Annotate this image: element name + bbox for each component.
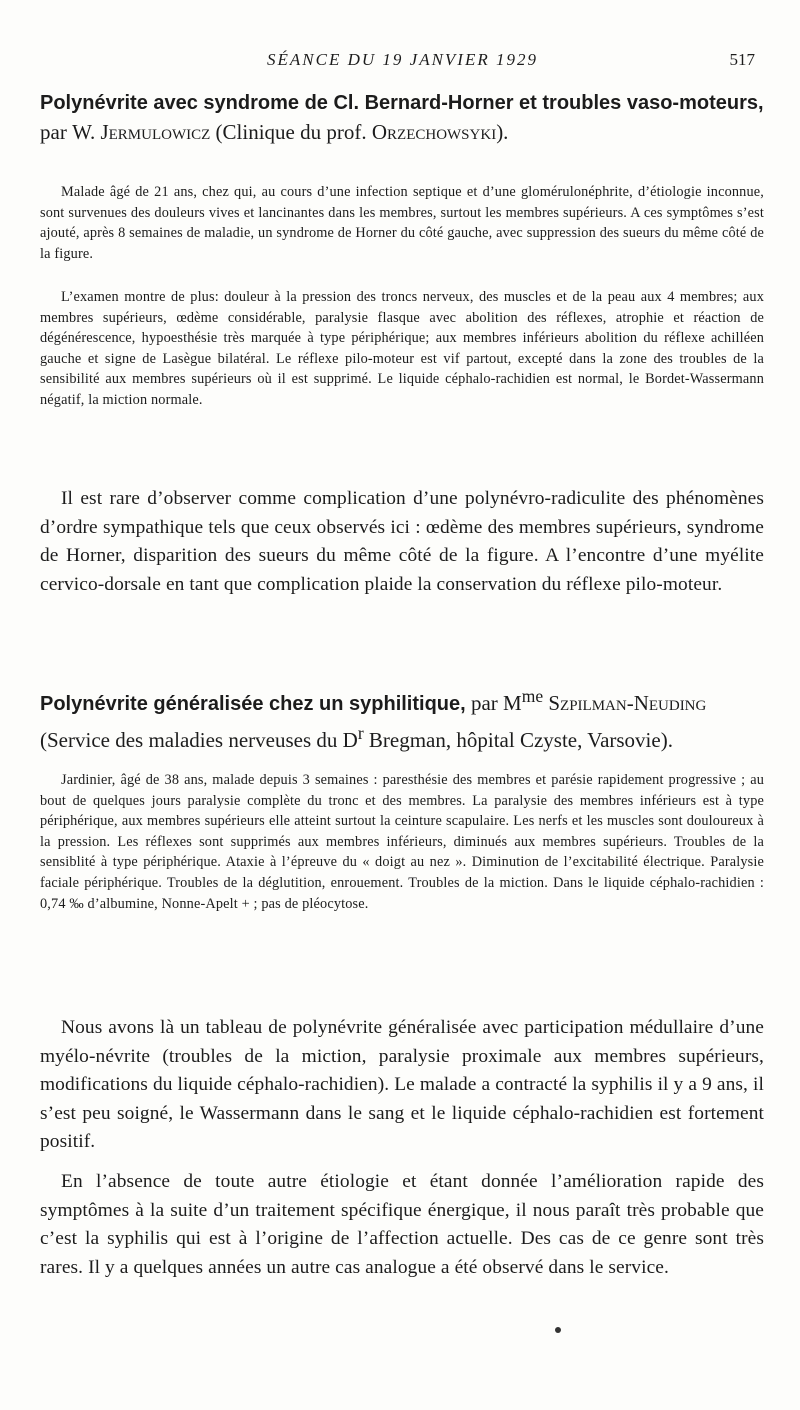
- article-2-mme: M: [503, 691, 522, 715]
- article-2-discussion-paragraph: Nous avons là un tableau de polynévrite généralisée avec participation médullaire d’une myélo-névrite (troubles de la miction, paralysie proximale aux membres supérieurs, modifications du liquide céphalo-rachidien). Le malade a contracté la syphilis il y a 9 ans, il s’est peu soigné, le Wassermann dans le sang et le liquide céphalo-rachidien est fortement positif.: [40, 1017, 764, 1152]
- article-1-exam-paragraph: L’examen montre de plus: douleur à la pression des troncs nerveux, des muscles et de la peau aux 4 membres; aux membres supérieurs, œdème considérable, paralysie flasque avec abolition des réflexes, atrophie et réaction de dégénérescence, hypoesthésie très marquée à type périphérique; aux membres inférieurs abolition du réflexe achilléen gauche et signe de Lasègue bilatéral. Le réflexe pilo-moteur est vif partout, excepté dans la zone des troubles de la sensibilité aux membres supérieurs où il est supprimé. Le liquide céphalo-rachidien est normal, le Bordet-Wassermann négatif, la miction normale.: [40, 289, 764, 408]
- article-1-title-text: Polynévrite avec syndrome de Cl. Bernard-Horner et troubles vaso-moteurs,: [40, 92, 764, 114]
- article-2-title: [40, 682, 764, 755]
- article-1-author: W. Jermulowicz: [72, 120, 211, 144]
- article-2-par: par: [470, 691, 498, 715]
- article-2-conclusion-paragraph: En l’absence de toute autre étiologie et étant donnée l’amélioration rapide des symptômes à la suite d’un traitement spécifique énergique, il nous paraît très probable que c’est la syphilis qui est à l’origine de l’affection actuelle. Des cas de ce genre sont très rares. Il y a quelques années un autre cas analogue a été observé dans le service.: [40, 1171, 764, 1278]
- page-number: 517: [729, 50, 755, 69]
- article-2-dr-sup: r: [357, 723, 364, 743]
- running-head: [40, 50, 765, 74]
- article-1-title: [40, 88, 764, 147]
- article-1-affiliation-open: (Clinique du prof.: [215, 120, 367, 144]
- article-2-affiliation-rest: Bregman, hôpital Czyste, Varsovie).: [368, 728, 673, 752]
- ink-speck: [555, 1327, 561, 1333]
- article-2-affiliation-open: (Service des maladies nerveuses du: [40, 728, 338, 752]
- article-1-par: par: [40, 120, 67, 144]
- running-title: SÉANCE DU 19 JANVIER 1929: [267, 50, 538, 69]
- article-2-title-text: Polynévrite généralisée chez un syphilitique,: [40, 693, 466, 715]
- article-1-affiliation-name: Orzechowsyki: [371, 120, 497, 144]
- article-2-case-paragraph: Jardinier, âgé de 38 ans, malade depuis 3 semaines : paresthésie des membres et parésie rapidement progressive ; au bout de quelques jours paralysie complète du tronc et des membres. La paralysie des membres inférieurs est à type périphérique, aux membres supérieurs elle atteint surtout la ceinture scapulaire. Les nerfs et les muscles sont douloureux à la pression. Les réflexes sont supprimés aux membres inférieurs, diminués aux membres supérieurs. Troubles de la sensiblité à type périphérique. Ataxie à l’épreuve du « doigt au nez ». Diminution de l’excitabilité électrique. Paralysie faciale périphérique. Troubles de la déglutition, enrouement. Troubles de la miction. Dans le liquide céphalo-rachidien : 0,74 ‰ d’albumine, Nonne-Apelt + ; pas de pléocytose.: [40, 772, 764, 912]
- article-2-mme-sup: me: [521, 686, 544, 706]
- article-2-author: Szpilman-Neuding: [548, 691, 707, 715]
- article-1-affiliation-close: ).: [496, 120, 509, 144]
- article-1-case-paragraph: Malade âgé de 21 ans, chez qui, au cours d’une infection septique et d’une glomérulonéphrite, d’étiologie inconnue, sont survenues des douleurs vives et lancinantes dans les membres, surtout les membres supérieurs. A ces symptômes s’est ajouté, après 8 semaines de maladie, un syndrome de Horner du côté gauche, avec suppression des sueurs du même côté de la figure.: [40, 184, 764, 262]
- article-2-dr: D: [342, 728, 358, 752]
- article-1-discussion-paragraph: Il est rare d’observer comme complication d’une polynévro-radiculite des phénomènes d’ordre sympathique tels que ceux observés ici : œdème des membres supérieurs, syndrome de Horner, disparition des sueurs du même côté de la figure. A l’encontre d’une myélite cervico-dorsale en tant que complication plaide la conservation du réflexe pilo-moteur.: [40, 488, 764, 595]
